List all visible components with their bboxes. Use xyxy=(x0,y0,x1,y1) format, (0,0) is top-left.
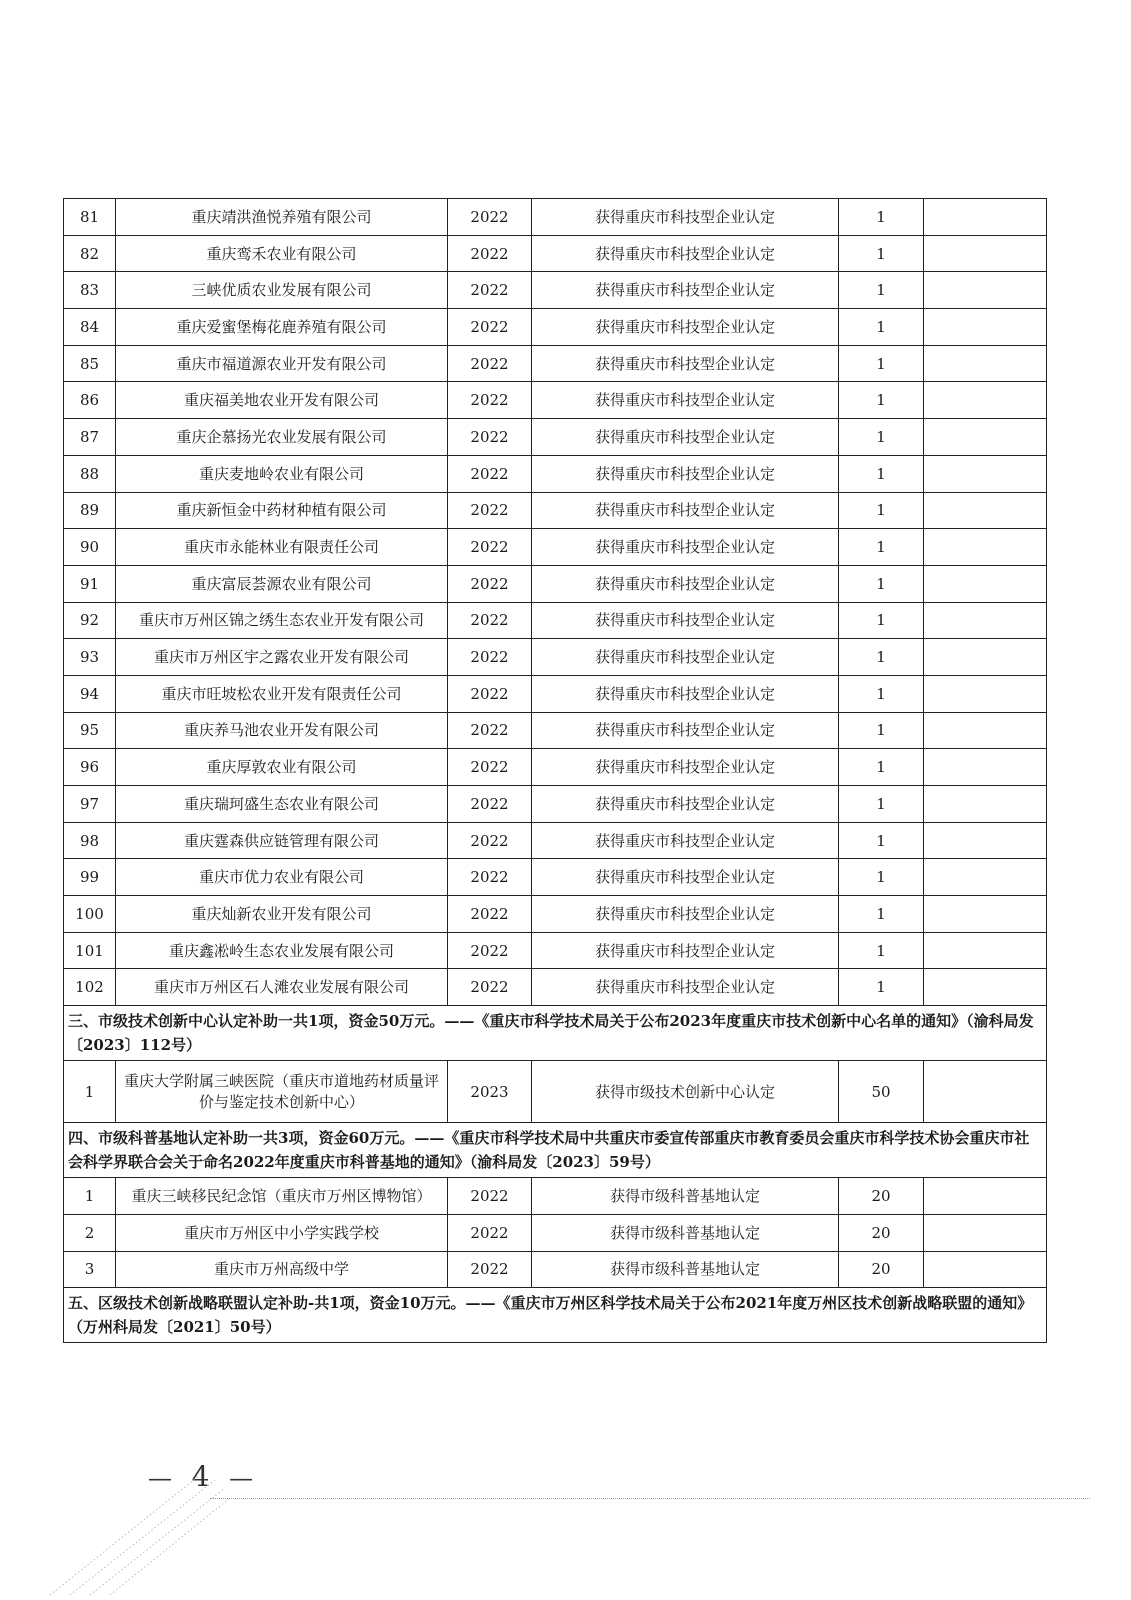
cell-no: 87 xyxy=(64,419,116,456)
cell-amount: 1 xyxy=(839,932,924,969)
table-row xyxy=(64,309,1047,346)
cell-note xyxy=(924,382,1047,419)
cell-no: 88 xyxy=(64,455,116,492)
cell-no: 96 xyxy=(64,749,116,786)
cell-note xyxy=(924,859,1047,896)
cell-year: 2022 xyxy=(448,822,532,859)
cell-desc: 获得重庆市科技型企业认定 xyxy=(532,309,839,346)
cell-year: 2022 xyxy=(448,382,532,419)
page-dash-left: — xyxy=(148,1464,174,1492)
cell-name: 重庆企慕扬光农业发展有限公司 xyxy=(116,419,448,456)
cell-no: 91 xyxy=(64,565,116,602)
cell-year: 2022 xyxy=(448,1251,532,1288)
cell-name: 重庆市万州区石人滩农业发展有限公司 xyxy=(116,969,448,1006)
table-row xyxy=(64,492,1047,529)
table-row xyxy=(64,419,1047,456)
table-row xyxy=(64,1251,1047,1288)
cell-amount: 1 xyxy=(839,309,924,346)
table-row xyxy=(64,199,1047,236)
cell-desc: 获得重庆市科技型企业认定 xyxy=(532,345,839,382)
cell-name: 重庆爱蜜堡梅花鹿养殖有限公司 xyxy=(116,309,448,346)
cell-desc: 获得市级科普基地认定 xyxy=(532,1214,839,1251)
cell-desc: 获得重庆市科技型企业认定 xyxy=(532,492,839,529)
cell-name: 重庆霆森供应链管理有限公司 xyxy=(116,822,448,859)
cell-desc: 获得市级科普基地认定 xyxy=(532,1178,839,1215)
cell-no: 86 xyxy=(64,382,116,419)
table-row xyxy=(64,529,1047,566)
cell-year: 2022 xyxy=(448,309,532,346)
cell-amount: 1 xyxy=(839,822,924,859)
cell-year: 2022 xyxy=(448,199,532,236)
section-heading: 三、市级技术创新中心认定补助一共1项，资金50万元。——《重庆市科学技术局关于公布2023年度重庆市技术创新中心名单的通知》（渝科局发〔2023〕112号） xyxy=(64,1006,1047,1061)
table-row xyxy=(64,602,1047,639)
cell-note xyxy=(924,712,1047,749)
cell-no: 101 xyxy=(64,932,116,969)
cell-desc: 获得重庆市科技型企业认定 xyxy=(532,859,839,896)
cell-no: 90 xyxy=(64,529,116,566)
cell-name: 重庆市万州区锦之绣生态农业开发有限公司 xyxy=(116,602,448,639)
table-row xyxy=(64,896,1047,933)
cell-name: 重庆灿新农业开发有限公司 xyxy=(116,896,448,933)
cell-note xyxy=(924,675,1047,712)
cell-amount: 1 xyxy=(839,749,924,786)
cell-no: 92 xyxy=(64,602,116,639)
cell-amount: 1 xyxy=(839,896,924,933)
cell-no: 3 xyxy=(64,1251,116,1288)
cell-amount: 1 xyxy=(839,235,924,272)
cell-year: 2022 xyxy=(448,345,532,382)
cell-no: 83 xyxy=(64,272,116,309)
cell-name: 重庆新恒金中药材种植有限公司 xyxy=(116,492,448,529)
cell-desc: 获得重庆市科技型企业认定 xyxy=(532,602,839,639)
table-row xyxy=(64,749,1047,786)
cell-year: 2022 xyxy=(448,859,532,896)
cell-desc: 获得重庆市科技型企业认定 xyxy=(532,419,839,456)
cell-note xyxy=(924,565,1047,602)
cell-desc: 获得重庆市科技型企业认定 xyxy=(532,786,839,823)
page-number-value: 4 xyxy=(191,1460,212,1493)
cell-year: 2022 xyxy=(448,1214,532,1251)
cell-amount: 1 xyxy=(839,272,924,309)
cell-year: 2022 xyxy=(448,602,532,639)
cell-name: 重庆大学附属三峡医院（重庆市道地药材质量评价与鉴定技术创新中心） xyxy=(116,1061,448,1123)
cell-no: 94 xyxy=(64,675,116,712)
cell-desc: 获得重庆市科技型企业认定 xyxy=(532,565,839,602)
cell-name: 重庆靖洪渔悦养殖有限公司 xyxy=(116,199,448,236)
cell-no: 1 xyxy=(64,1178,116,1215)
cell-year: 2022 xyxy=(448,786,532,823)
cell-amount: 1 xyxy=(839,565,924,602)
cell-no: 84 xyxy=(64,309,116,346)
cell-note xyxy=(924,199,1047,236)
cell-year: 2022 xyxy=(448,272,532,309)
cell-desc: 获得重庆市科技型企业认定 xyxy=(532,749,839,786)
cell-desc: 获得重庆市科技型企业认定 xyxy=(532,969,839,1006)
cell-note xyxy=(924,749,1047,786)
cell-year: 2022 xyxy=(448,1178,532,1215)
cell-no: 89 xyxy=(64,492,116,529)
cell-note xyxy=(924,602,1047,639)
table-row xyxy=(64,272,1047,309)
table-row xyxy=(64,822,1047,859)
cell-note xyxy=(924,1061,1047,1123)
cell-amount: 1 xyxy=(839,639,924,676)
cell-amount: 1 xyxy=(839,199,924,236)
cell-name: 重庆市福道源农业开发有限公司 xyxy=(116,345,448,382)
table-row xyxy=(64,1178,1047,1215)
cell-name: 重庆鑫凇岭生态农业发展有限公司 xyxy=(116,932,448,969)
cell-no: 99 xyxy=(64,859,116,896)
section-heading-row xyxy=(64,1006,1047,1061)
cell-year: 2022 xyxy=(448,639,532,676)
cell-note xyxy=(924,896,1047,933)
table-row xyxy=(64,712,1047,749)
cell-desc: 获得重庆市科技型企业认定 xyxy=(532,822,839,859)
cell-note xyxy=(924,969,1047,1006)
cell-no: 95 xyxy=(64,712,116,749)
table-row xyxy=(64,1214,1047,1251)
cell-no: 97 xyxy=(64,786,116,823)
table-row xyxy=(64,786,1047,823)
cell-amount: 1 xyxy=(839,859,924,896)
cell-name: 重庆市永能林业有限责任公司 xyxy=(116,529,448,566)
cell-desc: 获得重庆市科技型企业认定 xyxy=(532,382,839,419)
table-row xyxy=(64,859,1047,896)
table-row xyxy=(64,675,1047,712)
cell-note xyxy=(924,1178,1047,1215)
cell-year: 2022 xyxy=(448,565,532,602)
footer-dotted-line xyxy=(210,1498,1090,1499)
cell-note xyxy=(924,932,1047,969)
cell-year: 2022 xyxy=(448,712,532,749)
cell-amount: 1 xyxy=(839,345,924,382)
cell-year: 2022 xyxy=(448,932,532,969)
cell-desc: 获得市级科普基地认定 xyxy=(532,1251,839,1288)
cell-year: 2022 xyxy=(448,529,532,566)
cell-note xyxy=(924,1251,1047,1288)
cell-amount: 1 xyxy=(839,602,924,639)
cell-name: 三峡优质农业发展有限公司 xyxy=(116,272,448,309)
cell-amount: 1 xyxy=(839,492,924,529)
cell-no: 98 xyxy=(64,822,116,859)
table-row xyxy=(64,932,1047,969)
cell-note xyxy=(924,419,1047,456)
cell-amount: 1 xyxy=(839,382,924,419)
table-row xyxy=(64,639,1047,676)
cell-no: 1 xyxy=(64,1061,116,1123)
cell-no: 2 xyxy=(64,1214,116,1251)
cell-year: 2023 xyxy=(448,1061,532,1123)
cell-desc: 获得重庆市科技型企业认定 xyxy=(532,932,839,969)
section-heading: 五、区级技术创新战略联盟认定补助-共1项，资金10万元。——《重庆市万州区科学技术局关于公布2021年度万州区技术创新战略联盟的通知》（万州科局发〔2021〕50号） xyxy=(64,1288,1047,1343)
cell-desc: 获得重庆市科技型企业认定 xyxy=(532,455,839,492)
cell-year: 2022 xyxy=(448,675,532,712)
cell-amount: 50 xyxy=(839,1061,924,1123)
cell-desc: 获得重庆市科技型企业认定 xyxy=(532,199,839,236)
cell-note xyxy=(924,235,1047,272)
cell-desc: 获得重庆市科技型企业认定 xyxy=(532,235,839,272)
cell-name: 重庆市万州高级中学 xyxy=(116,1251,448,1288)
cell-name: 重庆市优力农业有限公司 xyxy=(116,859,448,896)
cell-name: 重庆厚敦农业有限公司 xyxy=(116,749,448,786)
cell-year: 2022 xyxy=(448,969,532,1006)
cell-desc: 获得市级技术创新中心认定 xyxy=(532,1061,839,1123)
cell-desc: 获得重庆市科技型企业认定 xyxy=(532,712,839,749)
cell-name: 重庆养马池农业开发有限公司 xyxy=(116,712,448,749)
decorative-corner-lines xyxy=(40,1470,240,1600)
cell-no: 100 xyxy=(64,896,116,933)
cell-note xyxy=(924,1214,1047,1251)
table-row xyxy=(64,565,1047,602)
cell-amount: 1 xyxy=(839,786,924,823)
cell-name: 重庆三峡移民纪念馆（重庆市万州区博物馆） xyxy=(116,1178,448,1215)
section-heading-row xyxy=(64,1288,1047,1343)
cell-desc: 获得重庆市科技型企业认定 xyxy=(532,675,839,712)
cell-year: 2022 xyxy=(448,896,532,933)
cell-no: 85 xyxy=(64,345,116,382)
cell-note xyxy=(924,309,1047,346)
cell-amount: 20 xyxy=(839,1214,924,1251)
cell-name: 重庆福美地农业开发有限公司 xyxy=(116,382,448,419)
cell-amount: 1 xyxy=(839,529,924,566)
cell-note xyxy=(924,455,1047,492)
cell-no: 93 xyxy=(64,639,116,676)
section-heading: 四、市级科普基地认定补助一共3项，资金60万元。——《重庆市科学技术局中共重庆市委宣传部重庆市教育委员会重庆市科学技术协会重庆市社会科学界联合会关于命名2022年度重庆市科普基地的通知》（渝科局发〔2023〕59号） xyxy=(64,1123,1047,1178)
cell-year: 2022 xyxy=(448,235,532,272)
cell-note xyxy=(924,345,1047,382)
cell-desc: 获得重庆市科技型企业认定 xyxy=(532,896,839,933)
table-row xyxy=(64,235,1047,272)
cell-year: 2022 xyxy=(448,455,532,492)
cell-note xyxy=(924,639,1047,676)
cell-name: 重庆市旺坡松农业开发有限责任公司 xyxy=(116,675,448,712)
table-row xyxy=(64,1061,1047,1123)
cell-name: 重庆鸾禾农业有限公司 xyxy=(116,235,448,272)
cell-amount: 20 xyxy=(839,1251,924,1288)
cell-no: 81 xyxy=(64,199,116,236)
cell-note xyxy=(924,529,1047,566)
cell-note xyxy=(924,272,1047,309)
cell-note xyxy=(924,492,1047,529)
cell-no: 82 xyxy=(64,235,116,272)
cell-year: 2022 xyxy=(448,419,532,456)
cell-name: 重庆市万州区中小学实践学校 xyxy=(116,1214,448,1251)
cell-desc: 获得重庆市科技型企业认定 xyxy=(532,639,839,676)
cell-desc: 获得重庆市科技型企业认定 xyxy=(532,529,839,566)
cell-amount: 1 xyxy=(839,675,924,712)
cell-note xyxy=(924,786,1047,823)
table-row xyxy=(64,969,1047,1006)
page-dash-right: — xyxy=(229,1464,256,1492)
cell-amount: 1 xyxy=(839,969,924,1006)
cell-no: 102 xyxy=(64,969,116,1006)
cell-note xyxy=(924,822,1047,859)
data-table xyxy=(63,198,1047,1343)
cell-desc: 获得重庆市科技型企业认定 xyxy=(532,272,839,309)
cell-year: 2022 xyxy=(448,492,532,529)
section-heading-row xyxy=(64,1123,1047,1178)
table-row xyxy=(64,455,1047,492)
cell-amount: 1 xyxy=(839,712,924,749)
cell-name: 重庆市万州区宇之露农业开发有限公司 xyxy=(116,639,448,676)
cell-name: 重庆瑞珂盛生态农业有限公司 xyxy=(116,786,448,823)
table-row xyxy=(64,345,1047,382)
cell-amount: 1 xyxy=(839,455,924,492)
table-row xyxy=(64,382,1047,419)
cell-name: 重庆富辰荟源农业有限公司 xyxy=(116,565,448,602)
cell-year: 2022 xyxy=(448,749,532,786)
cell-amount: 20 xyxy=(839,1178,924,1215)
cell-name: 重庆麦地岭农业有限公司 xyxy=(116,455,448,492)
cell-amount: 1 xyxy=(839,419,924,456)
